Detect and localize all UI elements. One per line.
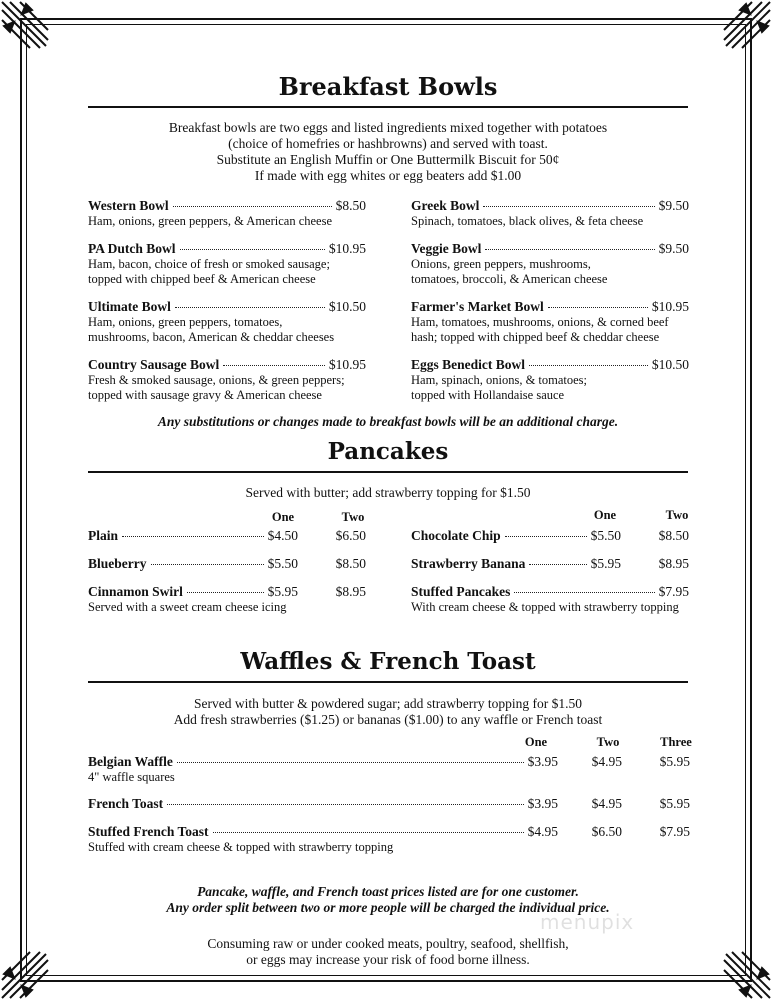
- section-divider: [88, 471, 688, 473]
- item-name: Greek Bowl: [411, 198, 480, 213]
- item-price-one: $5.95: [267, 584, 298, 599]
- warning-line: Consuming raw or under cooked meats, poultry, seafood, shellfish,: [207, 936, 569, 951]
- item-description: 4" waffle squares: [88, 770, 175, 784]
- leader-dots: [548, 307, 648, 308]
- item-price-one: $4.95: [527, 824, 558, 839]
- column-header-three: Three: [660, 735, 692, 749]
- policy-line: Any order split between two or more people will be charged the individual price.: [166, 900, 610, 915]
- menu-item-stuffed-pancakes: [411, 584, 689, 615]
- item-price-one: $4.50: [267, 528, 298, 543]
- item-price-one: $3.95: [527, 754, 558, 769]
- leader-dots: [483, 206, 654, 207]
- item-name: Stuffed French Toast: [88, 824, 209, 839]
- item-price-one: $5.50: [267, 556, 298, 571]
- item-price-two: $8.95: [335, 584, 366, 599]
- item-description: topped with sausage gravy & American cheese: [88, 388, 322, 402]
- section-divider: [88, 681, 688, 683]
- leader-dots: [180, 249, 325, 250]
- item-price: $10.95: [651, 299, 689, 314]
- menu-item-plain-pancakes: [88, 528, 298, 544]
- item-price: $9.50: [658, 198, 689, 213]
- menu-content: [78, 0, 698, 1000]
- leader-dots: [514, 592, 654, 593]
- menu-item-blueberry-pancakes: [88, 556, 298, 572]
- menu-item-greek-bowl: [411, 198, 689, 229]
- item-price-one: $5.95: [590, 556, 621, 571]
- item-name: Cinnamon Swirl: [88, 584, 183, 599]
- intro-line: Served with butter & powdered sugar; add strawberry topping for $1.50: [193, 696, 583, 711]
- menu-item-belgian-waffle: [88, 754, 558, 785]
- item-name: Belgian Waffle: [88, 754, 173, 769]
- item-description: Served with a sweet cream cheese icing: [88, 600, 287, 614]
- item-name: Chocolate Chip: [411, 528, 501, 543]
- pancakes-title: Pancakes: [327, 438, 449, 465]
- item-price-two: $6.50: [591, 824, 622, 839]
- menu-item-veggie-bowl: [411, 241, 689, 287]
- leader-dots: [187, 592, 264, 593]
- item-name: Country Sausage Bowl: [88, 357, 220, 372]
- item-name: PA Dutch Bowl: [88, 241, 176, 256]
- item-description: Onions, green peppers, mushrooms,: [411, 257, 591, 271]
- waffles-intro: [78, 696, 698, 728]
- menu-item-ultimate-bowl: [88, 299, 366, 345]
- breakfast-bowls-title: Breakfast Bowls: [278, 72, 498, 101]
- leader-dots: [485, 249, 654, 250]
- item-price: $10.50: [328, 299, 366, 314]
- leader-dots: [151, 564, 264, 565]
- item-description: Fresh & smoked sausage, onions, & green peppers;: [88, 373, 345, 387]
- item-name: Veggie Bowl: [411, 241, 482, 256]
- item-description: Stuffed with cream cheese & topped with strawberry topping: [88, 840, 394, 854]
- leader-dots: [173, 206, 332, 207]
- item-price-two: $4.95: [591, 754, 622, 769]
- column-header-two: Two: [341, 510, 365, 524]
- item-description: Ham, onions, green peppers, & American cheese: [88, 214, 333, 228]
- leader-dots: [175, 307, 325, 308]
- item-price-two: $6.50: [335, 528, 366, 543]
- item-price-three: $5.95: [659, 754, 690, 769]
- menu-item-strawberry-banana-pancakes: [411, 556, 621, 572]
- item-description: Ham, tomatoes, mushrooms, onions, & corned beef: [411, 315, 669, 329]
- section-divider: [88, 106, 688, 108]
- pancakes-intro: Served with butter; add strawberry topping for $1.50: [245, 485, 531, 500]
- item-price-one: $5.50: [590, 528, 621, 543]
- corner-ornament-icon: [0, 0, 52, 52]
- menu-item-country-sausage-bowl: [88, 357, 366, 403]
- item-price: $10.95: [328, 357, 366, 372]
- menu-item-cinnamon-swirl-pancakes: [88, 584, 298, 615]
- menu-item-western-bowl: [88, 198, 366, 229]
- leader-dots: [177, 762, 524, 763]
- item-price: $7.95: [658, 584, 689, 599]
- intro-line: Add fresh strawberries ($1.25) or bananas ($1.00) to any waffle or French toast: [173, 712, 603, 727]
- item-name: Blueberry: [88, 556, 147, 571]
- item-name: Plain: [88, 528, 119, 543]
- item-description: Ham, onions, green peppers, tomatoes,: [88, 315, 283, 329]
- corner-ornament-icon: [0, 948, 52, 1000]
- leader-dots: [505, 536, 587, 537]
- item-description: Ham, bacon, choice of fresh or smoked sausage;: [88, 257, 330, 271]
- intro-line: If made with egg whites or egg beaters add $1.00: [254, 168, 522, 183]
- policy-line: Pancake, waffle, and French toast prices listed are for one customer.: [197, 884, 579, 899]
- corner-ornament-icon: [720, 0, 772, 52]
- column-header-one: One: [593, 508, 617, 522]
- leader-dots: [167, 804, 523, 805]
- intro-line: Breakfast bowls are two eggs and listed ingredients mixed together with potatoes: [168, 120, 608, 135]
- item-price-one: $3.95: [527, 796, 558, 811]
- warning-line: or eggs may increase your risk of food borne illness.: [246, 952, 530, 967]
- item-price-three: $5.95: [659, 796, 690, 811]
- column-header-one: One: [524, 735, 548, 749]
- column-header-two: Two: [596, 735, 620, 749]
- column-header-one: One: [271, 510, 295, 524]
- item-name: Western Bowl: [88, 198, 169, 213]
- intro-line: (choice of homefries or hashbrowns) and served with toast.: [228, 136, 548, 151]
- breakfast-bowls-intro: [78, 120, 698, 184]
- leader-dots: [122, 536, 264, 537]
- item-name: French Toast: [88, 796, 164, 811]
- item-price: $10.95: [328, 241, 366, 256]
- corner-ornament-icon: [720, 948, 772, 1000]
- item-name: Ultimate Bowl: [88, 299, 171, 314]
- item-description: Spinach, tomatoes, black olives, & feta cheese: [411, 214, 644, 228]
- item-name: Stuffed Pancakes: [411, 584, 511, 599]
- item-description: topped with chipped beef & American cheese: [88, 272, 316, 286]
- item-name: Eggs Benedict Bowl: [411, 357, 526, 372]
- column-header-two: Two: [665, 508, 689, 522]
- waffles-french-toast-title: Waffles & French Toast: [240, 648, 536, 675]
- menu-item-french-toast: [88, 796, 558, 812]
- leader-dots: [529, 365, 648, 366]
- item-price-two: $8.50: [335, 556, 366, 571]
- leader-dots: [529, 564, 586, 565]
- item-name: Farmer's Market Bowl: [411, 299, 544, 314]
- item-description: topped with Hollandaise sauce: [411, 388, 565, 402]
- menu-item-pa-dutch-bowl: [88, 241, 366, 287]
- item-price-three: $7.95: [659, 824, 690, 839]
- leader-dots: [213, 832, 524, 833]
- food-safety-warning: [78, 936, 698, 968]
- menu-item-farmers-market-bowl: [411, 299, 689, 345]
- item-price-two: $8.50: [658, 528, 689, 543]
- item-description: mushrooms, bacon, American & cheddar cheeses: [88, 330, 335, 344]
- intro-line: Substitute an English Muffin or One Buttermilk Biscuit for 50¢: [216, 152, 560, 167]
- menu-item-stuffed-french-toast: [88, 824, 558, 855]
- menu-item-chocolate-chip-pancakes: [411, 528, 621, 544]
- item-description: With cream cheese & topped with strawberry topping: [411, 600, 679, 614]
- item-price-two: $8.95: [658, 556, 689, 571]
- menupix-watermark: menupix: [540, 910, 635, 934]
- menu-item-eggs-benedict-bowl: [411, 357, 689, 403]
- item-price: $10.50: [651, 357, 689, 372]
- item-price: $8.50: [335, 198, 366, 213]
- item-description: Ham, spinach, onions, & tomatoes;: [411, 373, 588, 387]
- bowls-substitution-note: Any substitutions or changes made to breakfast bowls will be an additional charge.: [157, 414, 619, 429]
- item-price: $9.50: [658, 241, 689, 256]
- item-name: Strawberry Banana: [411, 556, 526, 571]
- item-description: tomatoes, broccoli, & American cheese: [411, 272, 608, 286]
- leader-dots: [223, 365, 325, 366]
- item-description: hash; topped with chipped beef & cheddar cheese: [411, 330, 660, 344]
- item-price-two: $4.95: [591, 796, 622, 811]
